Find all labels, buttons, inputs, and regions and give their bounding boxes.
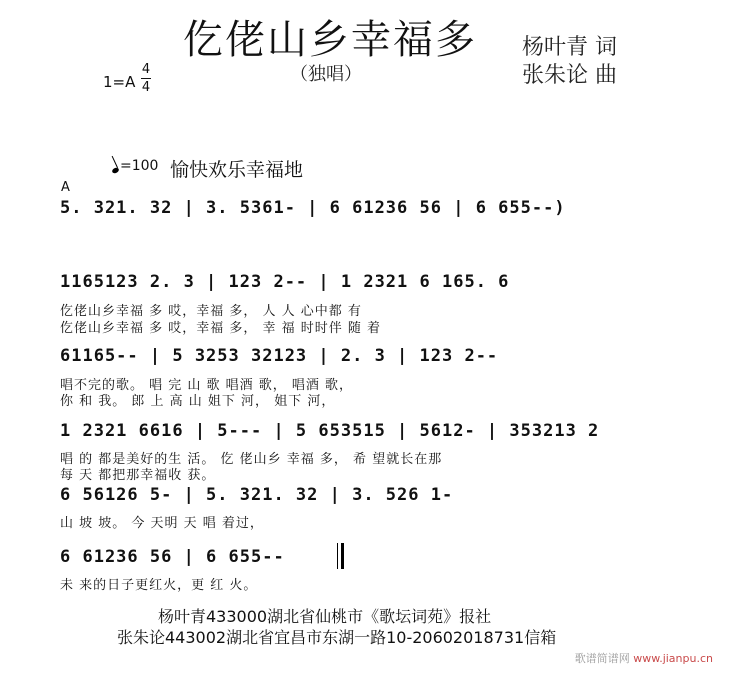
music-line: 5. 321. 32 | 3. 5361- | 6 61236 56 | 6 655--) [60, 198, 566, 218]
section-label: A [61, 180, 70, 195]
music-line: 6 61236 56 | 6 655-- [60, 547, 285, 567]
watermark [575, 650, 713, 666]
time-signature-bottom: 4 [141, 80, 151, 95]
key-signature: 1=A [103, 73, 136, 91]
music-line: 1165123 2. 3 | 123 2-- | 1 2321 6 165. 6 [60, 272, 510, 292]
lyric-line: 每 天 都把那幸福收 获。 [60, 468, 216, 483]
lyric-line: 仡佬山乡幸福 多 哎，幸福 多， 人 人 心中都 有 [60, 304, 362, 319]
contact-line: 杨叶青433000湖北省仙桃市《歌坛词苑》报社 [158, 607, 492, 626]
lyric-line: 山 坡 坡。 今 天明 天 唱 着过， [60, 516, 264, 531]
contact-line: 张朱论443002湖北省宜昌市东湖一路10-20602018731信箱 [117, 628, 557, 647]
music-line: 61165-- | 5 3253 32123 | 2. 3 | 123 2-- [60, 346, 499, 366]
lyric-line: 唱不完的歌。 唱 完 山 歌 唱酒 歌， 唱酒 歌， [60, 378, 354, 393]
final-barline-thin [337, 543, 338, 569]
expression-marking: 愉快欢乐幸福地 [170, 159, 304, 181]
lyricist-credit: 杨叶青 词 [522, 35, 617, 60]
music-line: 6 56126 5- | 5. 321. 32 | 3. 526 1- [60, 485, 454, 505]
composer-credit: 张朱论 曲 [522, 63, 617, 88]
tempo-value: =100 [120, 158, 159, 174]
watermark-url: www.jianpu.cn [633, 652, 713, 665]
lyric-line: 唱 的 都是美好的生 活。 仡 佬山乡 幸福 多， 希 望就长在那 [60, 452, 443, 467]
lyric-line: 仡佬山乡幸福 多 哎，幸福 多， 幸 福 时时伴 随 着 [60, 321, 382, 336]
quarter-note-icon [111, 167, 119, 174]
time-signature [141, 62, 151, 95]
time-signature-top: 4 [141, 62, 151, 77]
music-line: 1 2321 6616 | 5--- | 5 653515 | 5612- | 353213 2 [60, 421, 600, 441]
watermark-site: 歌谱简谱网 [574, 652, 630, 665]
time-signature-divider [141, 78, 151, 79]
lyric-line: 未 来的日子更红火，更 红 火。 [60, 578, 258, 593]
song-title: 仡佬山乡幸福多 [183, 17, 477, 63]
final-barline-thick [341, 543, 344, 569]
lyric-line: 你 和 我。 郎 上 高 山 姐下 河， 姐下 河， [60, 394, 336, 409]
tempo-marking [112, 158, 158, 174]
song-subtitle: （独唱） [290, 64, 362, 85]
